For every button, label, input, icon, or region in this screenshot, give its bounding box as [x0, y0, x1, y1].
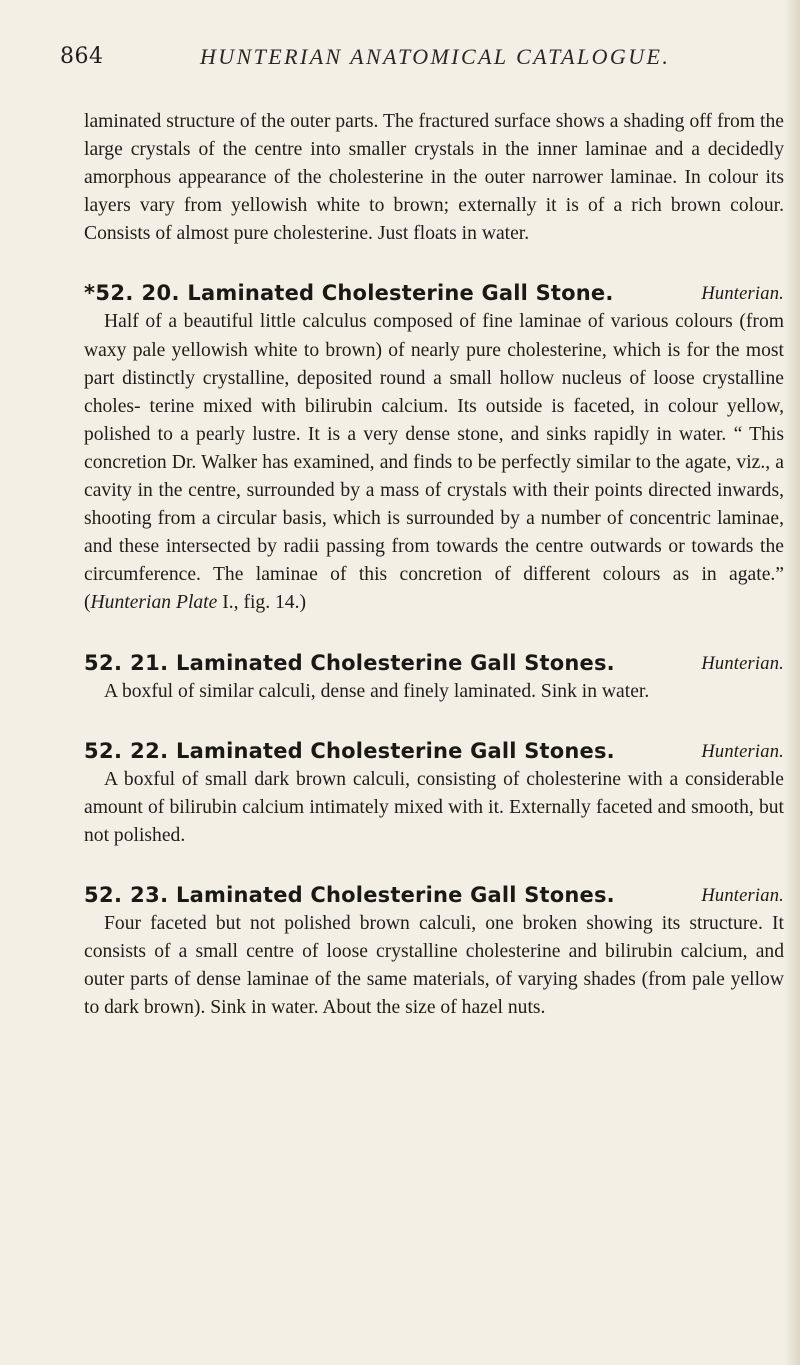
- entry-number: 52. 23.: [84, 882, 169, 907]
- entry-title: Laminated Cholesterine Gall Stones.: [176, 882, 615, 907]
- running-title: HUNTERIAN ANATOMICAL CATALOGUE.: [200, 44, 671, 69]
- plate-reference: Hunterian Plate: [90, 592, 218, 614]
- entry-source: Hunterian.: [701, 653, 784, 674]
- page-content: [84, 108, 784, 1022]
- entry-heading: [84, 278, 784, 308]
- entry-body-text: Half of a beautiful little calculus composed of fine laminae of various colours (from waxy pale yellowish white to brown) of nearly pure cholesterine, which is for the most part distinctly crystalline, deposited round a small hollow nucleus of loose crystalline choles- terine mixed with bilirubin calcium. Its outside is faceted, in colour yellow, polished to a pearly lustre. It is a very dense stone, and sinks rapidly in water. “ This concretion Dr. Walker has examined, and finds to be perfectly similar to the agate, viz., a cavity in the centre, surrounded by a mass of crystals with their points directed inwards, shooting from a circular basis, which is surrounded by a number of concentric laminae, and these intersected by radii passing from towards the centre outwards or towards the circumference. The laminae of this concretion of different colours as in agate.” (: [84, 311, 784, 614]
- entry-title: Laminated Cholesterine Gall Stone.: [187, 281, 614, 306]
- entry-body: A boxful of small dark brown calculi, consisting of cholesterine with a considerable amount of bilirubin calcium intimately mixed with it. Externally faceted and smooth, but not polished.: [84, 768, 784, 846]
- entry-number: 52. 21.: [84, 650, 169, 675]
- entry-number: *52. 20.: [84, 281, 180, 306]
- entry-body: Four faceted but not polished brown calculi, one broken showing its structure. It consists of a small centre of loose crystalline cholesterine and bilirubin calcium, and outer parts of dense laminae of the same materials, of varying shades (from pale yellow to dark brown). Sink in water. About the size of hazel nuts.: [84, 912, 784, 1019]
- running-head: [60, 44, 760, 78]
- catalogue-entry-52-23: [84, 880, 784, 1022]
- entry-source: Hunterian.: [701, 284, 784, 305]
- page-edge-shadow: [784, 0, 800, 1365]
- entry-body: A boxful of similar calculi, dense and finely laminated. Sink in water.: [104, 680, 650, 702]
- catalogue-entry-52-21: [84, 648, 784, 706]
- entry-title: Laminated Cholesterine Gall Stones.: [176, 738, 615, 763]
- entry-body: [84, 308, 784, 617]
- entry-heading: [84, 648, 784, 678]
- entry-source: Hunterian.: [701, 885, 784, 906]
- plate-reference-tail: I., fig. 14.): [217, 592, 307, 614]
- catalogue-entry-52-22: [84, 736, 784, 850]
- entry-heading: [84, 880, 784, 910]
- page-number: 864: [60, 44, 104, 69]
- catalogue-entry-52-20: [84, 278, 784, 617]
- continuation-paragraph: laminated structure of the outer parts. The fractured surface shows a shading off from the large crystals of the centre into smaller crystals in the inner laminae and a decidedly amorphous appearance of the cholesterine in the outer narrower laminae. In colour its layers vary from yellowish white to brown; externally it is of a rich brown colour. Consists of almost pure cholesterine. Just floats in water.: [84, 111, 784, 245]
- entry-heading: [84, 736, 784, 766]
- entry-title: Laminated Cholesterine Gall Stones.: [176, 650, 615, 675]
- entry-source: Hunterian.: [701, 741, 784, 762]
- entry-number: 52. 22.: [84, 738, 169, 763]
